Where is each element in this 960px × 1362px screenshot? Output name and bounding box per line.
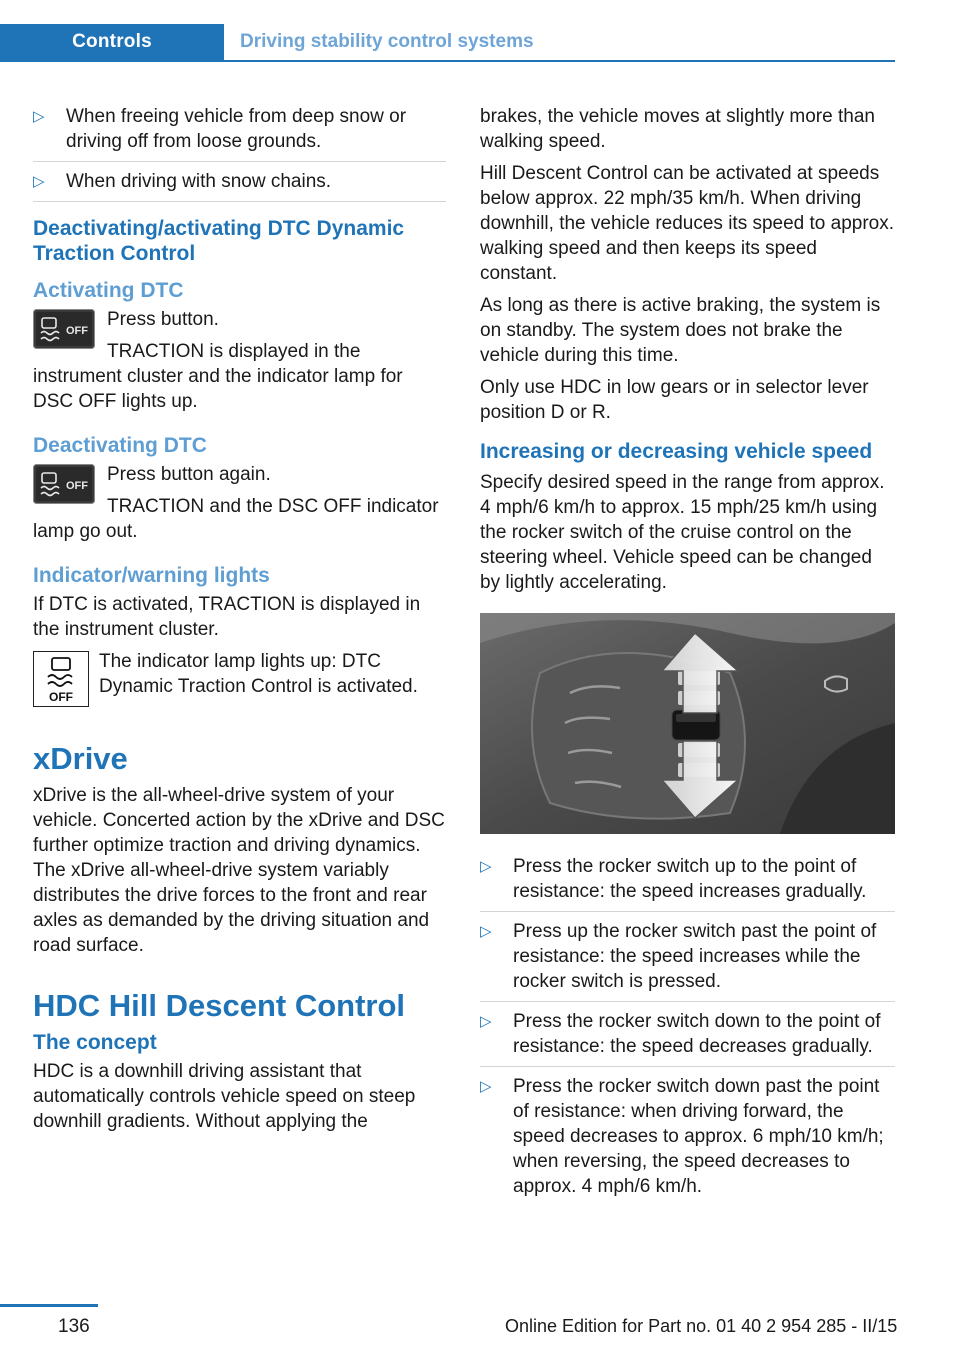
bullet-list-top <box>33 104 446 202</box>
dtc-button-icon <box>33 309 95 349</box>
list-item: ▷ When driving with snow chains. <box>33 169 446 202</box>
list-item: ▷ Press the rocker switch down past the point of resistance: when driving forward, the speed decreases to approx. 6 mph/10 km/h; when reversing, the speed decreases to approx. 4 mph/6 km/h. <box>480 1076 884 1197</box>
dtc-button-icon <box>33 464 95 504</box>
page-number: 136 <box>58 1316 90 1337</box>
footer-edition-text: Online Edition for Part no. 01 40 2 954 285 - II/15 <box>505 1316 898 1336</box>
page-header <box>0 24 895 62</box>
deactivating-description: TRACTION and the DSC OFF indicator lamp go out. <box>33 496 439 542</box>
heading-activating-dtc: Activating DTC <box>33 279 184 302</box>
triangle-bullet-icon: ▷ <box>33 108 45 125</box>
section-tab-controls[interactable]: Controls <box>0 24 224 60</box>
indicator-lamp-block <box>33 649 446 711</box>
speed-paragraph: Specify desired speed in the range from approx. 4 mph/6 km/h to approx. 15 mph/25 km/h using the rocker switch of the cruise control on the steering wheel. Vehicle speed can be changed by lightly accelerating. <box>480 472 885 593</box>
list-item: ▷ When freeing vehicle from deep snow or driving off from loose grounds. <box>33 104 446 162</box>
button-off-label: OFF <box>66 480 88 492</box>
indicator-lamp-text: The indicator lamp lights up: DTC Dynamic Traction Control is activated. <box>99 651 418 697</box>
hdc-paragraph-2: Hill Descent Control can be activated at speeds below approx. 22 mph/35 km/h. When driving downhill, the vehicle reduces its speed to approx. walking speed and then keeps its speed constant. <box>480 163 895 284</box>
heading-xdrive: xDrive <box>33 741 128 776</box>
button-off-label: OFF <box>66 325 88 337</box>
lamp-off-label: OFF <box>49 690 73 704</box>
activating-press-text: Press button. <box>107 309 219 330</box>
activating-block <box>33 307 446 421</box>
left-column <box>33 104 446 1141</box>
triangle-bullet-icon: ▷ <box>480 858 492 875</box>
section-tab-driving-stability[interactable]: Driving stability control systems <box>240 31 534 52</box>
indicator-text: If DTC is activated, TRACTION is displayed in the instrument cluster. <box>33 594 421 640</box>
heading-deactivating-activating-dtc: Deactivating/activating DTC Dynamic Traction Control <box>33 217 405 265</box>
heading-increasing-decreasing-speed: Increasing or decreasing vehicle speed <box>480 440 873 463</box>
list-item: ▷ Press the rocker switch up to the point of resistance: the speed increases gradually. <box>480 854 895 912</box>
triangle-bullet-icon: ▷ <box>480 1013 492 1030</box>
heading-hdc: HDC Hill Descent Control <box>33 988 406 1023</box>
bullet-list-speed <box>480 854 895 1199</box>
heading-indicator-warning-lights: Indicator/warning lights <box>33 564 270 587</box>
triangle-bullet-icon: ▷ <box>480 1078 492 1095</box>
list-item: ▷ Press the rocker switch down to the point of resistance: the speed decreases gradually. <box>480 1009 895 1067</box>
hdc-paragraph-3: As long as there is active braking, the system is on standby. The system does not brake the vehicle during this time. <box>480 295 881 366</box>
deactivating-press-text: Press button again. <box>107 464 271 485</box>
heading-the-concept: The concept <box>33 1031 157 1054</box>
concept-text: HDC is a downhill driving assistant that automatically controls vehicle speed on steep downhill gradients. Without applying the <box>33 1061 416 1132</box>
hdc-paragraph-4: Only use HDC in low gears or in selector lever position D or R. <box>480 377 869 423</box>
list-item: ▷ Press up the rocker switch past the point of resistance: the speed increases while the rocker switch is pressed. <box>480 919 895 1002</box>
steering-wheel-rocker-switch-image <box>480 613 895 834</box>
dsc-off-indicator-lamp-icon <box>33 651 89 707</box>
activating-description: TRACTION is displayed in the instrument cluster and the indicator lamp for DSC OFF lights up. <box>33 341 403 412</box>
heading-deactivating-dtc: Deactivating DTC <box>33 434 207 457</box>
xdrive-text: xDrive is the all-wheel-drive system of your vehicle. Concerted action by the xDrive and DSC further optimize traction and driving dynamics. The xDrive all-wheel-drive system variably distributes the drive forces to the front and rear axles as demanded by the driving situation and road surface. <box>33 785 445 956</box>
footer-rule <box>0 1304 98 1307</box>
hdc-paragraph-1: brakes, the vehicle moves at slightly more than walking speed. <box>480 106 875 152</box>
triangle-bullet-icon: ▷ <box>480 923 492 940</box>
right-column <box>480 104 895 1206</box>
triangle-bullet-icon: ▷ <box>33 173 45 190</box>
deactivating-block <box>33 462 446 551</box>
